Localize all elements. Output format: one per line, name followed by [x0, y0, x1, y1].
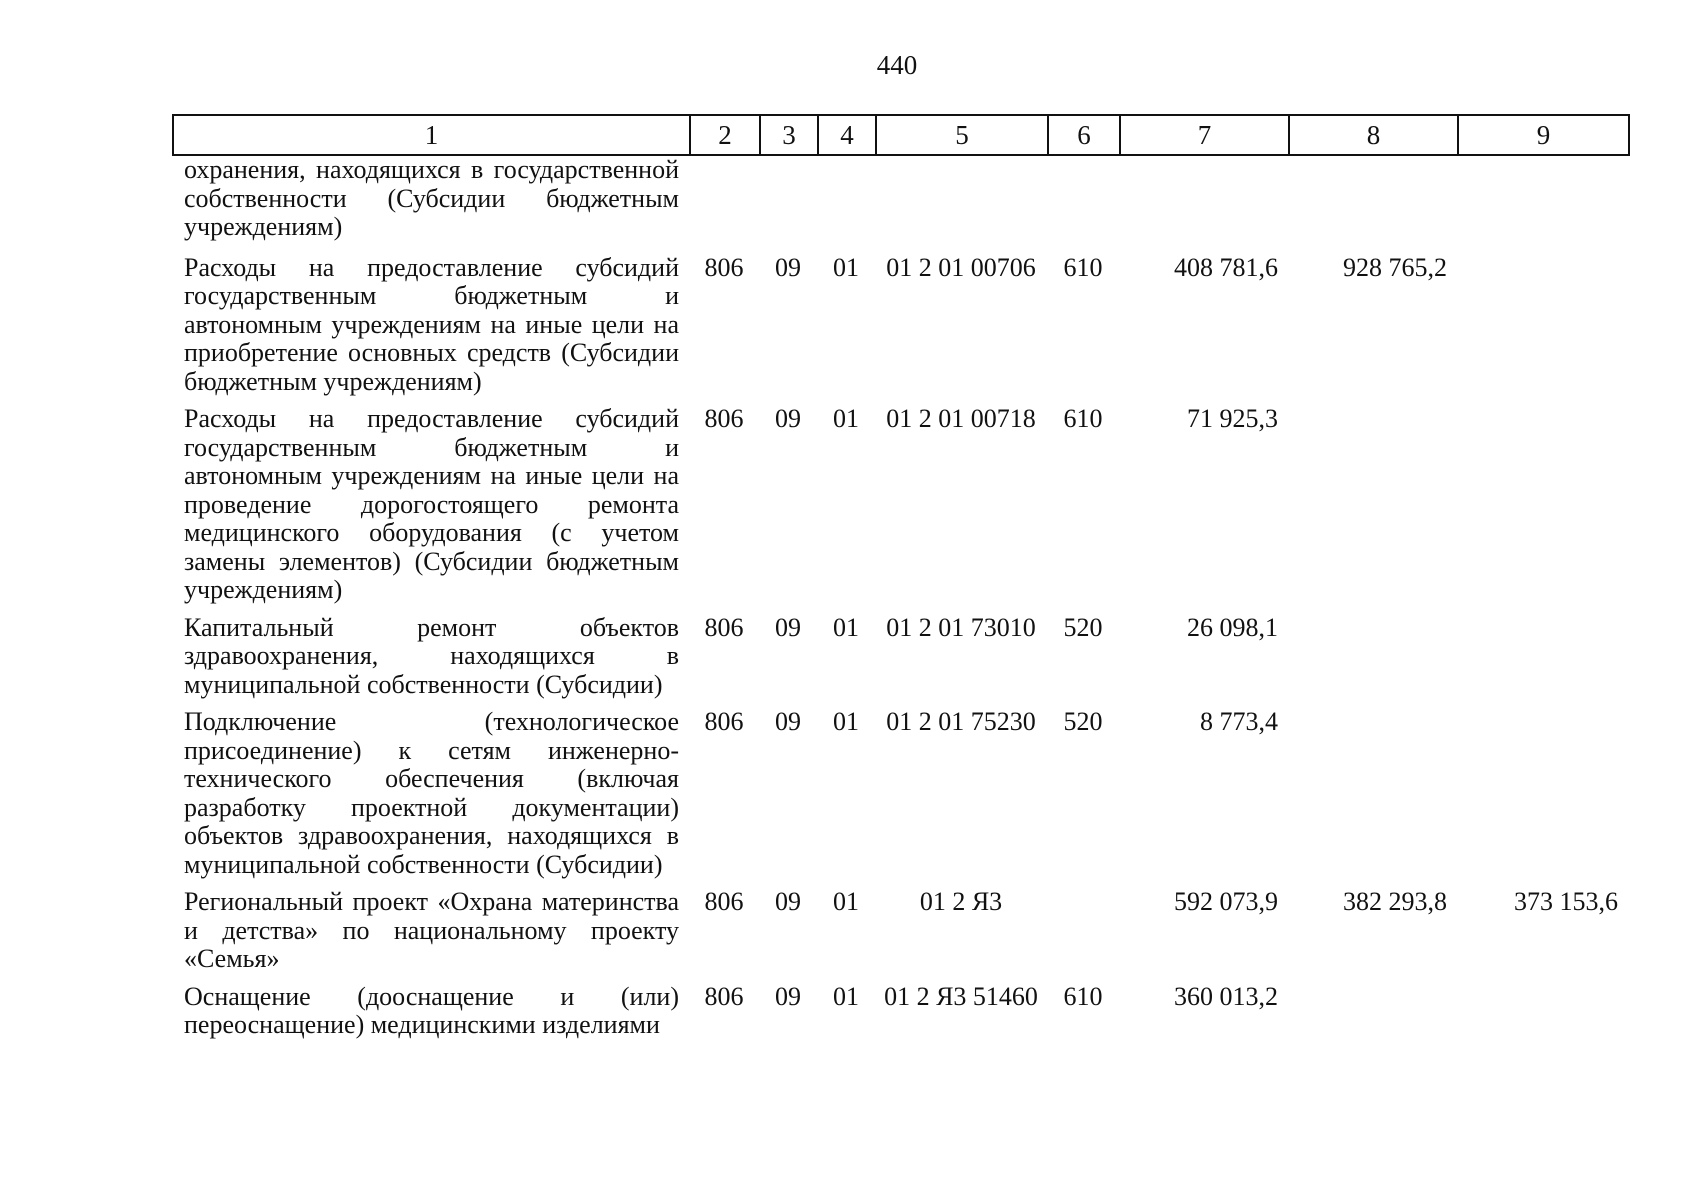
cell-amount-col8 — [1288, 614, 1457, 709]
cell-amount-col9: 373 153,6 — [1514, 887, 1618, 916]
cell-amount-col8 — [1288, 405, 1457, 614]
row-description: Капитальный ремонт объектов здравоохранения, находящихся в муниципальной собственности (Субсидии) — [184, 612, 679, 699]
cell-target-article — [875, 156, 1047, 254]
cell-expense-type: 610 — [1063, 252, 1103, 282]
cell-section: 09 — [775, 252, 801, 282]
cell-subsection: 01 — [833, 707, 859, 736]
cell-amount-col7 — [1119, 156, 1288, 254]
cell-ministry-code: 806 — [704, 612, 744, 642]
cell-section: 09 — [775, 707, 801, 736]
cell-target-article: 01 2 01 73010 — [886, 612, 1036, 642]
cell-section: 09 — [775, 612, 801, 642]
cell-subsection: 01 — [833, 404, 859, 433]
cell-amount-col9 — [1457, 983, 1628, 1049]
cell-subsection — [817, 156, 875, 254]
row-description: Расходы на предоставление субсидий государственным бюджетным и автономным учреждениям на иные цели на приобретение основных средств (Субсидии бюджетным учреждениям) — [184, 252, 679, 396]
cell-expense-type — [1047, 156, 1119, 254]
cell-target-article: 01 2 Я3 — [919, 887, 1003, 916]
cell-amount-col8: 928 765,2 — [1343, 252, 1447, 282]
cell-amount-col9 — [1457, 405, 1628, 614]
cell-amount-col8 — [1288, 156, 1457, 254]
table-row — [172, 254, 1628, 406]
table-row — [172, 156, 1628, 254]
cell-target-article: 01 2 Я3 51460 — [884, 981, 1038, 1011]
row-description: Региональный проект «Охрана материнства и детства» по национальному проекту «Семья» — [184, 887, 679, 973]
header-cell-2: 2 — [690, 115, 760, 155]
cell-amount-col8: 382 293,8 — [1343, 887, 1447, 916]
cell-amount-col9 — [1457, 614, 1628, 709]
cell-subsection: 01 — [833, 612, 859, 642]
cell-amount-col8 — [1288, 983, 1457, 1049]
cell-expense-type: 520 — [1063, 612, 1103, 642]
table-row — [172, 888, 1628, 983]
header-cell-7: 7 — [1120, 115, 1289, 155]
cell-amount-col7: 8 773,4 — [1200, 707, 1278, 736]
table-row — [172, 708, 1628, 888]
header-cell-4: 4 — [818, 115, 876, 155]
cell-expense-type — [1047, 888, 1119, 983]
cell-section: 09 — [775, 887, 801, 916]
cell-target-article: 01 2 01 00706 — [886, 252, 1036, 282]
header-row — [173, 115, 1629, 155]
cell-target-article: 01 2 01 75230 — [886, 707, 1036, 736]
row-description: охранения, находящихся в государственной собственности (Субсидии бюджетным учреждениям) — [184, 155, 679, 241]
cell-ministry-code: 806 — [704, 887, 744, 916]
header-cell-5: 5 — [876, 115, 1048, 155]
header-cell-3: 3 — [760, 115, 818, 155]
cell-subsection: 01 — [833, 252, 859, 282]
cell-subsection: 01 — [833, 981, 859, 1011]
cell-ministry-code: 806 — [704, 252, 744, 282]
cell-amount-col9 — [1457, 708, 1628, 888]
cell-ministry-code: 806 — [704, 707, 744, 736]
cell-amount-col9 — [1457, 254, 1628, 406]
cell-amount-col7: 408 781,6 — [1174, 252, 1278, 282]
cell-amount-col7: 592 073,9 — [1174, 887, 1278, 916]
page-number: 440 — [876, 50, 918, 80]
cell-ministry-code — [689, 156, 759, 254]
row-description: Подключение (технологическое присоединение) к сетям инженерно-технического обеспечения (включая разработку проектной документации) объектов здравоохранения, находящихся в муниципальной собственности (Субсидии) — [184, 707, 679, 879]
cell-section: 09 — [775, 404, 801, 433]
cell-subsection: 01 — [833, 887, 859, 916]
budget-table-body — [172, 156, 1628, 1049]
cell-amount-col9 — [1457, 156, 1628, 254]
table-row — [172, 405, 1628, 614]
cell-ministry-code: 806 — [704, 404, 744, 433]
column-header-table — [172, 114, 1630, 156]
cell-amount-col7: 26 098,1 — [1187, 612, 1278, 642]
row-description: Оснащение (дооснащение и (или) переоснащение) медицинскими изделиями — [184, 981, 679, 1039]
cell-expense-type: 610 — [1063, 404, 1103, 433]
header-cell-9: 9 — [1458, 115, 1629, 155]
header-cell-6: 6 — [1048, 115, 1120, 155]
table-row — [172, 614, 1628, 709]
cell-section — [759, 156, 817, 254]
cell-target-article: 01 2 01 00718 — [886, 404, 1036, 433]
cell-expense-type: 610 — [1063, 981, 1103, 1011]
cell-amount-col7: 71 925,3 — [1187, 404, 1278, 433]
header-cell-1: 1 — [173, 115, 690, 155]
header-cell-8: 8 — [1289, 115, 1458, 155]
cell-ministry-code: 806 — [704, 981, 744, 1011]
table-row — [172, 983, 1628, 1049]
cell-amount-col8 — [1288, 708, 1457, 888]
cell-section: 09 — [775, 981, 801, 1011]
cell-amount-col7: 360 013,2 — [1174, 981, 1278, 1011]
row-description: Расходы на предоставление субсидий государственным бюджетным и автономным учреждениям на иные цели на проведение дорогостоящего ремонта медицинского оборудования (с учетом замены элементов) (Субсидии бюджетным учреждениям) — [184, 404, 679, 604]
cell-expense-type: 520 — [1063, 707, 1103, 736]
